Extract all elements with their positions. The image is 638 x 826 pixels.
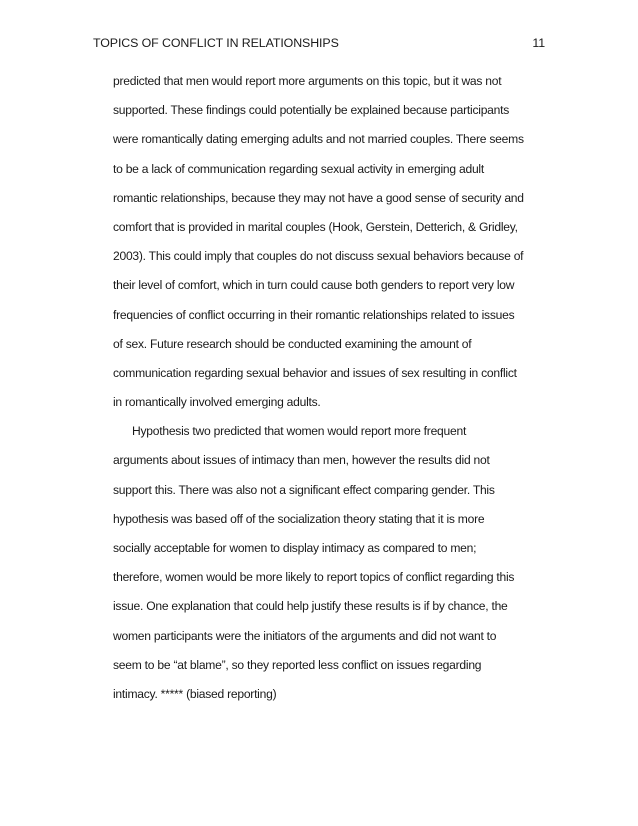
text-line: their level of comfort, which in turn could cause both genders to report very low xyxy=(113,278,515,293)
text-line: intimacy. ***** (biased reporting) xyxy=(113,686,277,701)
running-head xyxy=(93,36,545,54)
text-line: of sex. Future research should be conducted examining the amount of xyxy=(113,336,472,351)
text-line: to be a lack of communication regarding sexual activity in emerging adult xyxy=(113,161,484,176)
running-head-title: TOPICS OF CONFLICT IN RELATIONSHIPS xyxy=(93,36,339,50)
text-line: arguments about issues of intimacy than men, however the results did not xyxy=(113,453,490,468)
text-line: socially acceptable for women to display intimacy as compared to men; xyxy=(113,541,477,555)
text-line: issue. One explanation that could help justify these results is if by chance, the xyxy=(113,599,508,614)
text-line: supported. These findings could potentially be explained because participants xyxy=(113,103,510,118)
text-line: romantic relationships, because they may not have a good sense of security and xyxy=(113,190,524,205)
text-line: predicted that men would report more arguments on this topic, but it was not xyxy=(113,74,502,88)
paragraph-2 xyxy=(113,421,553,713)
text-line: support this. There was also not a significant effect comparing gender. This xyxy=(113,482,495,497)
page-number: 11 xyxy=(532,36,545,50)
text-line: in romantically involved emerging adults. xyxy=(113,395,321,410)
text-line: seem to be “at blame”, so they reported less conflict on issues regarding xyxy=(113,657,482,672)
body-text xyxy=(113,71,553,713)
text-line: were romantically dating emerging adults and not married couples. There seems xyxy=(113,132,524,147)
text-line: comfort that is provided in marital couples (Hook, Gerstein, Detterich, & Gridley, xyxy=(113,219,518,234)
text-line: 2003). This could imply that couples do not discuss sexual behaviors because of xyxy=(113,249,524,264)
paragraph-1 xyxy=(113,71,553,421)
text-line: women participants were the initiators of the arguments and did not want to xyxy=(113,628,497,643)
text-line: therefore, women would be more likely to report topics of conflict regarding this xyxy=(113,570,515,585)
text-line: frequencies of conflict occurring in their romantic relationships related to issues xyxy=(113,307,515,322)
text-line: communication regarding sexual behavior and issues of sex resulting in conflict xyxy=(113,365,517,380)
text-line: Hypothesis two predicted that women would report more frequent xyxy=(132,424,467,439)
text-line: hypothesis was based off of the socialization theory stating that it is more xyxy=(113,511,485,526)
